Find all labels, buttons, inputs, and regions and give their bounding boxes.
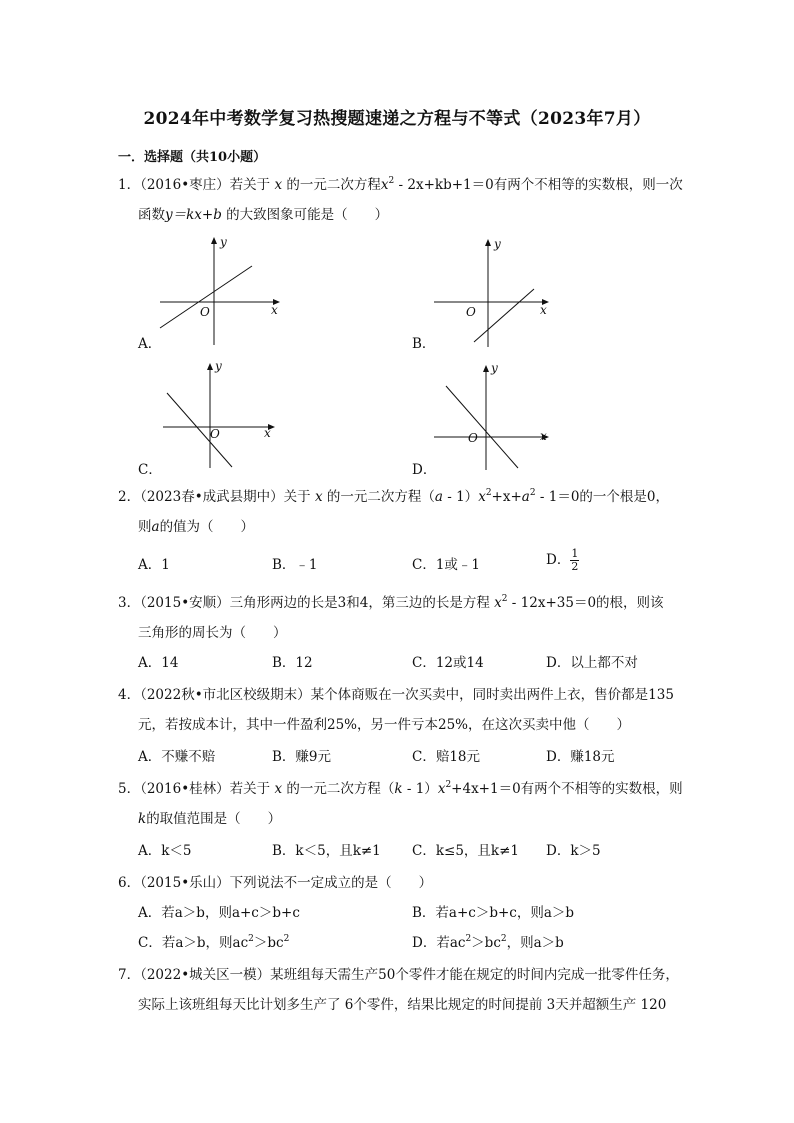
svg-text:x: x (264, 426, 271, 440)
svg-text:O: O (468, 431, 478, 445)
svg-text:x: x (271, 303, 278, 317)
option-b-label: B． (412, 336, 436, 352)
q4-option-b: B．赚9元 (272, 749, 332, 765)
svg-text:y: y (215, 359, 222, 373)
question-6-line-1: 6．（2015•乐山）下列说法不一定成立的是（ ） (118, 875, 433, 891)
page-title: 2024年中考数学复习热搜题速递之方程与不等式（2023年7月） (143, 109, 651, 129)
q6-option-b: B．若a+c＞b+c，则a＞b (412, 905, 575, 921)
question-3-line-2: 三角形的周长为（ ） (138, 625, 287, 641)
graph-option-a (160, 230, 290, 350)
svg-text:O: O (200, 305, 210, 319)
question-7-line-2: 实际上该班组每天比计划多生产了 6个零件，结果比规定的时间提前 3天并超额生产 120 (138, 997, 667, 1013)
q3-option-c: C．12或14 (412, 655, 484, 671)
svg-text:O: O (466, 305, 476, 319)
q2-option-b: B．﹣1 (272, 557, 318, 573)
svg-text:y: y (494, 237, 501, 251)
question-5-line-2: k的取值范围是（ ） (138, 811, 282, 827)
question-7-line-1: 7．（2022•城关区一模）某班组每天需生产50个零件才能在规定的时间内完成一批零件任务， (118, 967, 679, 983)
question-2-line-1: 2．（2023春•成武县期中）关于 x 的一元二次方程（a ‑ $1)x^2+x+a^2$ ‑ 1＝0的一个根是0， (118, 488, 670, 505)
q5-option-c: C．k≤5，且k≠1 (412, 843, 519, 859)
question-5-line-1: 5．（2016•桂林）若关于 x 的一元二次方程（k ‑ $1)x^2+4x+1=0$有两个不相等的实数根，则 (118, 780, 683, 797)
question-1-line-2: 函数y＝kx+b 的大致图象可能是（ ） (138, 207, 389, 223)
question-number: 1． (118, 177, 141, 193)
q3-option-b: B．12 (272, 655, 313, 671)
option-d-label: D． (412, 462, 437, 478)
q5-option-b: B．k＜5，且k≠1 (272, 843, 381, 859)
graph-option-d (434, 358, 564, 478)
q5-option-a: A．k＜5 (138, 843, 192, 859)
q5-option-d: D．k＞5 (546, 843, 601, 859)
svg-text:y: y (220, 235, 227, 249)
question-3-line-1: 3．（2015•安顺）三角形两边的长是3和4，第三边的长是方程 $x^2$ ‑ 12x+35＝0的根，则该 (118, 594, 664, 611)
question-1-line-1: 1．（2016•枣庄）若关于 x 的一元二次方程$x^2$ ‑ 2x+kb+1＝0有两个不相等的实数根，则一次 (118, 176, 683, 193)
option-a-label: A． (138, 336, 162, 352)
svg-text:x: x (540, 303, 547, 317)
question-2-line-2: 则a的值为（ ） (138, 519, 255, 535)
fraction: $\frac{1}{2}$ (571, 547, 579, 573)
question-4-line-1: 4．（2022秋•市北区校级期末）某个体商贩在一次买卖中，同时卖出两件上衣，售价都是135 (118, 687, 674, 703)
question-4-line-2: 元，若按成本计，其中一件盈利25%，另一件亏本25%，在这次买卖中他（ ） (138, 717, 631, 733)
svg-text:x: x (540, 429, 547, 443)
question-source: （2016•枣庄） (140, 177, 230, 193)
graph-option-c (160, 356, 290, 476)
q4-option-d: D．赚18元 (546, 749, 615, 765)
q6-option-a: A．若a＞b，则a+c＞b+c (138, 905, 300, 921)
q3-option-d: D．以上都不对 (546, 655, 638, 671)
q6-option-d: D．若$ac^2>bc^2$，则a＞b (412, 934, 564, 951)
q2-option-d: D． $\frac{1}{2}$ (546, 547, 579, 573)
q2-option-c: C．1或﹣1 (412, 557, 481, 573)
q2-option-a: A．1 (138, 557, 170, 573)
svg-text:O: O (210, 427, 220, 441)
q3-option-a: A．14 (138, 655, 179, 671)
section-heading: 一．选择题（共10小题） (118, 150, 267, 165)
q6-option-c: C．若a＞b，则$ac^2>bc^2$ (138, 934, 290, 951)
graph-option-b (434, 232, 564, 352)
option-c-label: C． (138, 462, 162, 478)
q4-option-c: C．赔18元 (412, 749, 481, 765)
svg-text:y: y (491, 361, 498, 375)
q4-option-a: A．不赚不赔 (138, 749, 216, 765)
